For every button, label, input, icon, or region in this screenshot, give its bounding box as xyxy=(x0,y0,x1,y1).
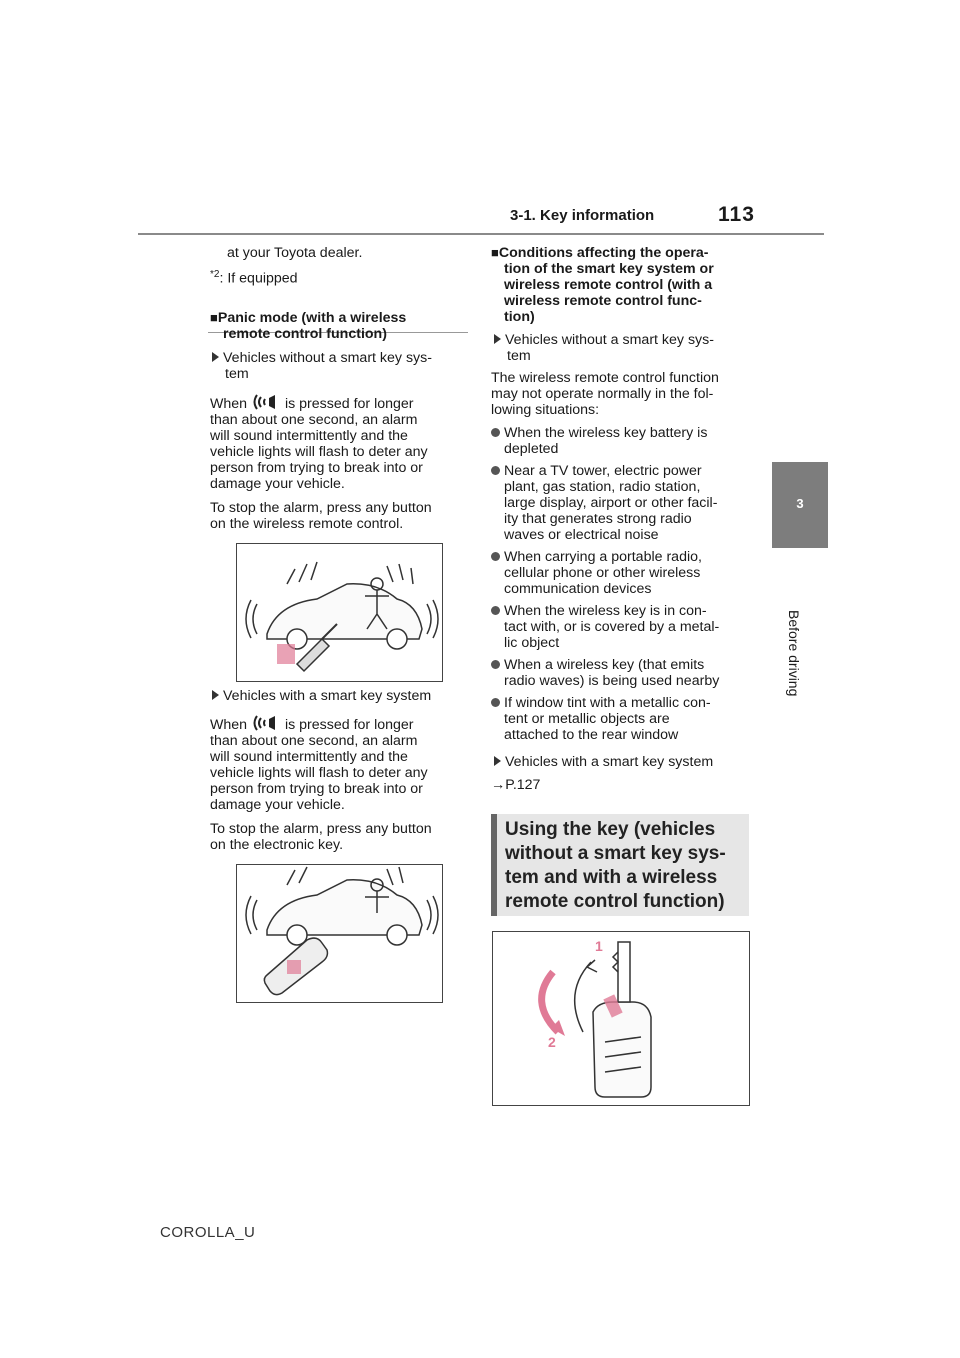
right-smart-key-label: Vehicles with a smart key system xyxy=(494,754,713,770)
right-no-smart-key-label: Vehicles without a smart key sys- tem xyxy=(494,332,714,364)
header-rule xyxy=(138,233,824,235)
section-heading-line: Using the key (vehicles xyxy=(505,819,716,840)
section-heading-box xyxy=(491,814,749,916)
figure-label-1: 1 xyxy=(595,938,603,954)
square-bullet-icon: ■ xyxy=(210,310,218,325)
stop-alarm-text-2: To stop the alarm, press any button on the electronic key. xyxy=(210,821,432,853)
footnote-mark: *2 xyxy=(210,269,220,280)
key-fold-image xyxy=(493,932,749,1105)
triangle-bullet-icon xyxy=(212,352,219,362)
triangle-bullet-icon xyxy=(494,756,501,766)
footer-model: COROLLA_U xyxy=(160,1224,256,1241)
continued-text: at your Toyota dealer. xyxy=(227,245,363,261)
section-heading-line: without a smart key sys- xyxy=(505,843,726,864)
arrow-right-icon: → xyxy=(491,777,506,793)
footnote xyxy=(210,267,298,287)
condition-list: When the wireless key battery is depleted Near a TV tower, electric power plant, gas station, radio station, large display, airport or other facil- ity that generates strong radio waves or electrical noise When carrying a portable radio, cellular phone or other wireless communication devices When the wireless key is in con- tact with, or is covered by a metal- lic object When a wireless key (that emits radio waves) is being used nearby If window tint with a metallic con- tent or metallic objects are attached to the rear window xyxy=(491,425,761,743)
car-alarm-image xyxy=(237,544,442,681)
panic-description-1: When is pressed for longer than about one second, an alarm will sound intermittently and the vehicle lights will flash to deter any person from trying to break into or damage your vehicle. xyxy=(210,396,428,492)
section-title: 3-1. Key information xyxy=(510,207,655,224)
panic-description-2: When is pressed for longer than about one second, an alarm will sound intermittently and the vehicle lights will flash to deter any person from trying to break into or damage your vehicle. xyxy=(210,717,428,813)
section-heading-line: tem and with a wireless xyxy=(505,867,718,888)
bullet-dot-icon xyxy=(491,660,500,669)
page-reference-link[interactable]: →P.127 xyxy=(491,777,541,793)
chapter-title: Before driving xyxy=(786,610,802,697)
conditions-heading: ■Conditions affecting the opera- tion of the smart key system or wireless remote control (with a wireless remote control func- tion) xyxy=(491,245,714,325)
figure-label-2: 2 xyxy=(548,1034,556,1050)
bullet-dot-icon xyxy=(491,698,500,707)
panic-illustration-smart-key xyxy=(236,864,443,1003)
panic-heading: ■Panic mode (with a wireless remote control function) xyxy=(210,310,407,342)
panic-button-icon xyxy=(251,715,281,731)
conditions-intro: The wireless remote control function may not operate normally in the fol- lowing situations: xyxy=(491,370,719,418)
square-bullet-icon: ■ xyxy=(491,245,499,260)
chapter-number: 3 xyxy=(796,496,804,511)
no-smart-key-label: Vehicles without a smart key sys- tem xyxy=(212,350,432,382)
footnote-text: : If equipped xyxy=(219,270,298,287)
key-fold-illustration xyxy=(492,931,750,1106)
triangle-bullet-icon xyxy=(494,334,501,344)
panic-button-icon xyxy=(251,394,281,410)
page-number: 113 xyxy=(718,203,755,226)
bullet-dot-icon xyxy=(491,606,500,615)
triangle-bullet-icon xyxy=(212,690,219,700)
section-heading-line: remote control function) xyxy=(505,891,725,912)
bullet-dot-icon xyxy=(491,466,500,475)
bullet-dot-icon xyxy=(491,552,500,561)
smart-key-label: Vehicles with a smart key system xyxy=(212,688,431,704)
bullet-dot-icon xyxy=(491,428,500,437)
car-alarm-image xyxy=(237,865,442,1002)
stop-alarm-text-1: To stop the alarm, press any button on the wireless remote control. xyxy=(210,500,432,532)
panic-illustration-remote xyxy=(236,543,443,682)
